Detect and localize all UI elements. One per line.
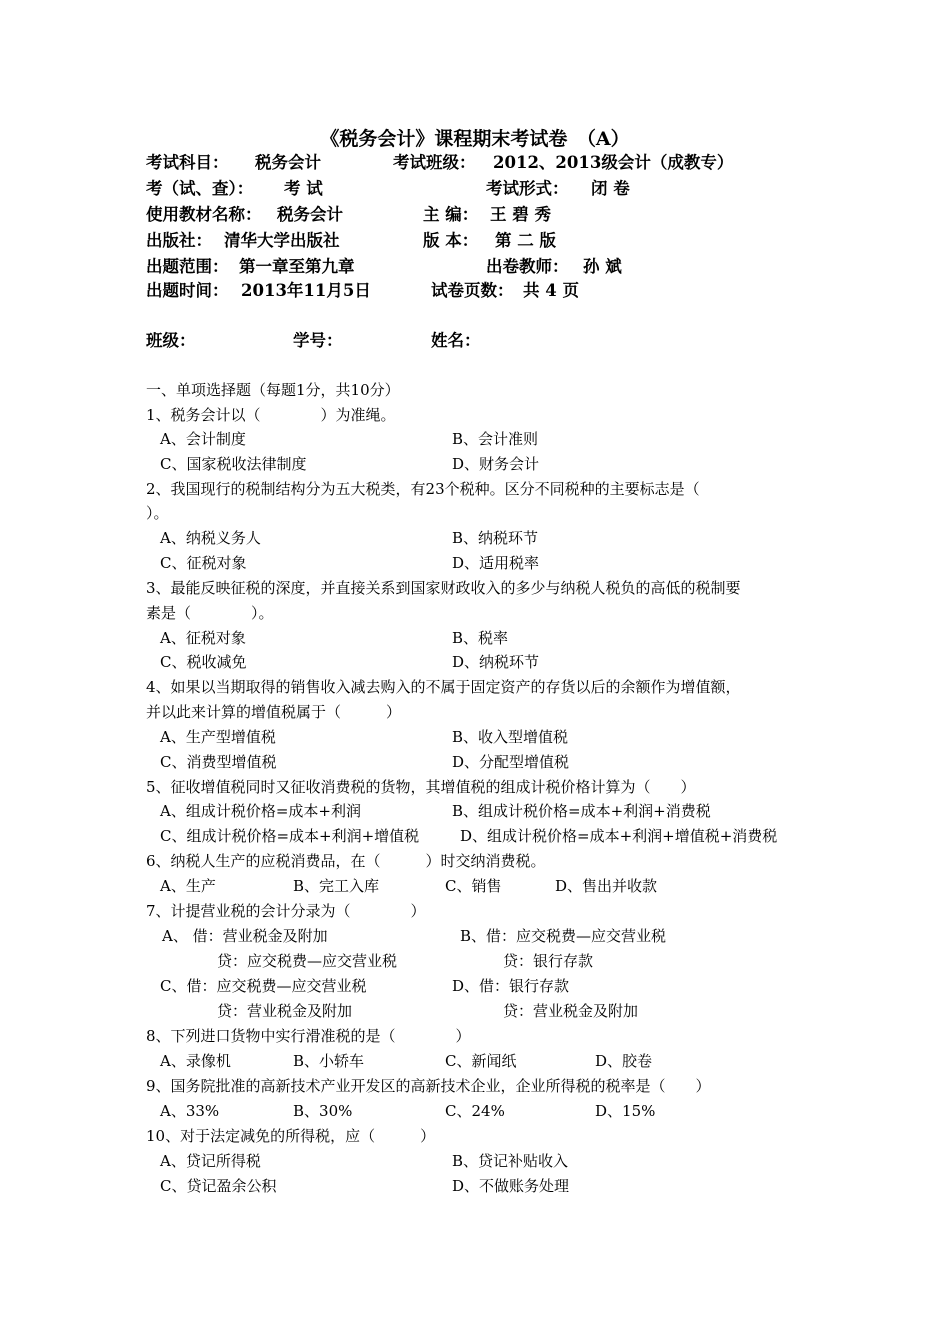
option-d: D、不做账务处理 — [452, 1177, 570, 1195]
scope-label: 出题范围： — [146, 257, 229, 276]
form-label: 考试形式： — [486, 179, 569, 198]
option-a: A、征税对象 — [160, 629, 246, 647]
option-a: A、组成计税价格=成本+利润 — [160, 802, 361, 820]
option-a-debit: A、 借：营业税金及附加 — [162, 927, 328, 945]
question-stem: 6、纳税人生产的应税消费品，在（ ）时交纳消费税。 — [146, 852, 546, 870]
question-stem: 9、国务院批准的高新技术产业开发区的高新技术企业，企业所得税的税率是（ ） — [146, 1077, 711, 1095]
subject-label: 考试科目： — [146, 153, 229, 172]
option-d: D、财务会计 — [452, 455, 540, 473]
option-a-credit: 贷：应交税费—应交营业税 — [217, 952, 398, 970]
teacher-value: 孙 斌 — [583, 257, 622, 276]
textbook-label: 使用教材名称： — [146, 205, 262, 224]
option-c: C、国家税收法律制度 — [160, 455, 307, 473]
option-c-credit: 贷：营业税金及附加 — [217, 1002, 353, 1020]
edition-value: 第 二 版 — [495, 231, 556, 250]
scope-value: 第一章至第九章 — [239, 257, 355, 276]
pages-value: 共 4 页 — [523, 281, 579, 300]
option-a: A、生产型增值税 — [160, 728, 276, 746]
page-title: 《税务会计》课程期末考试卷 （A） — [320, 128, 630, 150]
option-a: A、会计制度 — [160, 430, 246, 448]
option-b: B、贷记补贴收入 — [452, 1152, 569, 1170]
option-b: B、30% — [293, 1102, 353, 1120]
option-a: A、33% — [160, 1102, 220, 1120]
option-d: D、适用税率 — [452, 554, 540, 572]
option-b: B、纳税环节 — [452, 529, 539, 547]
option-a: A、生产 — [160, 877, 216, 895]
question-stem: 5、征收增值税同时又征收消费税的货物，其增值税的组成计税价格计算为（ ） — [146, 778, 696, 796]
question-stem-cont: 素是（ ）。 — [146, 604, 274, 622]
option-a: A、纳税义务人 — [160, 529, 261, 547]
question-stem: 8、下列进口货物中实行滑准税的是（ ） — [146, 1027, 471, 1045]
option-b: B、小轿车 — [293, 1052, 365, 1070]
option-d-credit: 贷：营业税金及附加 — [503, 1002, 639, 1020]
pages-label: 试卷页数： — [431, 281, 514, 300]
option-a: A、贷记所得税 — [160, 1152, 261, 1170]
option-b: B、税率 — [452, 629, 509, 647]
question-stem: 3、最能反映征税的深度，并直接关系到国家财政收入的多少与纳税人税负的高低的税制要 — [146, 579, 741, 597]
option-c-debit: C、借：应交税费—应交营业税 — [160, 977, 367, 995]
option-a: A、录像机 — [160, 1052, 231, 1070]
form-value: 闭 卷 — [591, 179, 630, 198]
option-d: D、售出并收款 — [555, 877, 658, 895]
question-stem: 2、我国现行的税制结构分为五大税类，有23个税种。区分不同税种的主要标志是（ — [146, 480, 700, 498]
teacher-label: 出卷教师： — [486, 257, 569, 276]
publisher-label: 出版社： — [146, 231, 212, 250]
option-b: B、收入型增值税 — [452, 728, 569, 746]
option-c: C、新闻纸 — [445, 1052, 517, 1070]
option-c: C、24% — [445, 1102, 505, 1120]
student-class-label: 班级： — [146, 331, 196, 350]
section-title: 一、单项选择题（每题1分，共10分） — [146, 381, 400, 399]
publisher-value: 清华大学出版社 — [224, 231, 340, 250]
option-d: D、15% — [595, 1102, 656, 1120]
option-b: B、完工入库 — [293, 877, 380, 895]
question-stem: 4、如果以当期取得的销售收入减去购入的不属于固定资产的存货以后的余额作为增值额， — [146, 678, 741, 696]
class-label: 考试班级： — [393, 153, 476, 172]
textbook-value: 税务会计 — [277, 205, 343, 224]
exam-type-label: 考（试、查）： — [146, 179, 254, 198]
option-d: D、纳税环节 — [452, 653, 540, 671]
option-b-credit: 贷：银行存款 — [503, 952, 594, 970]
edition-label: 版 本： — [423, 231, 479, 250]
option-c: C、贷记盈余公积 — [160, 1177, 277, 1195]
student-name-label: 姓名： — [431, 331, 481, 350]
option-c: C、销售 — [445, 877, 502, 895]
question-stem: 1、税务会计以（ ）为准绳。 — [146, 406, 396, 424]
option-d-debit: D、借：银行存款 — [452, 977, 570, 995]
option-c: C、组成计税价格=成本+利润+增值税 — [160, 827, 420, 845]
option-d: D、分配型增值税 — [452, 753, 570, 771]
option-b: B、会计准则 — [452, 430, 539, 448]
option-c: C、税收减免 — [160, 653, 247, 671]
date-label: 出题时间： — [146, 281, 229, 300]
option-d: D、胶卷 — [595, 1052, 653, 1070]
class-value: 2012、2013级会计（成教专） — [493, 153, 734, 172]
question-stem-cont: ）。 — [146, 504, 169, 522]
option-b: B、组成计税价格=成本+利润+消费税 — [452, 802, 711, 820]
question-stem-cont: 并以此来计算的增值税属于（ ） — [146, 703, 402, 721]
exam-type-value: 考 试 — [284, 179, 323, 198]
student-id-label: 学号： — [293, 331, 343, 350]
date-value: 2013年11月5日 — [241, 281, 371, 300]
editor-label: 主 编： — [423, 205, 479, 224]
option-b-debit: B、借：应交税费—应交营业税 — [460, 927, 667, 945]
option-c: C、征税对象 — [160, 554, 247, 572]
subject-value: 税务会计 — [255, 153, 321, 172]
question-stem: 10、对于法定减免的所得税，应（ ） — [146, 1127, 436, 1145]
editor-value: 王 碧 秀 — [490, 205, 551, 224]
question-stem: 7、计提营业税的会计分录为（ ） — [146, 902, 426, 920]
option-d: D、组成计税价格=成本+利润+增值税+消费税 — [460, 827, 778, 845]
option-c: C、消费型增值税 — [160, 753, 277, 771]
